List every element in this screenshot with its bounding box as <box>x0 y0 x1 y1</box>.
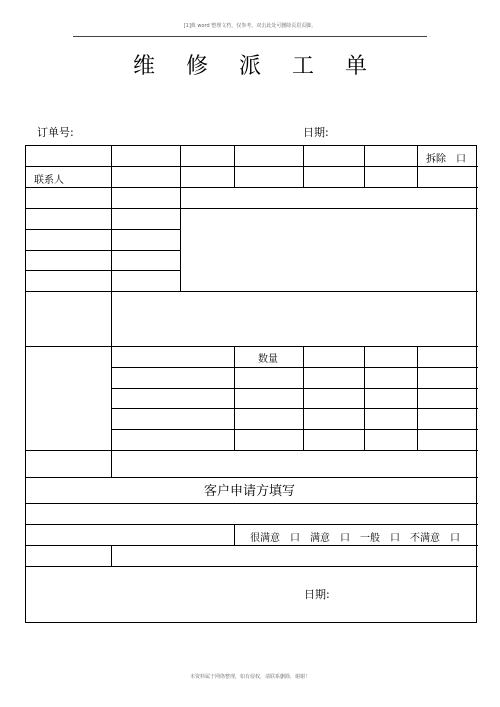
satisfaction-options[interactable]: 很满意 口 满意 口 一般 口 不满意 口 <box>250 533 460 544</box>
col-line <box>417 346 418 450</box>
row-line <box>26 208 478 209</box>
col-line <box>303 346 304 450</box>
repair-order-form <box>25 145 477 623</box>
row-line <box>26 250 181 251</box>
col-line <box>234 346 235 450</box>
date-label-top: 日期: <box>303 126 329 139</box>
header-note: [1]典 word 整理文档，仅参考，双击此处可删除页眉页脚。 <box>183 23 317 29</box>
row-line <box>111 408 478 409</box>
row-line <box>111 367 478 368</box>
col-line <box>364 146 365 187</box>
row-line <box>26 545 478 546</box>
col-line <box>234 146 235 187</box>
row-line <box>26 503 478 504</box>
row-line <box>26 229 181 230</box>
row-line <box>26 166 478 167</box>
quantity-label: 数量 <box>258 354 278 365</box>
contact-label: 联系人 <box>34 175 64 186</box>
col-line <box>111 208 112 291</box>
dismantle-checkbox[interactable]: 拆除 口 <box>426 154 466 165</box>
row-line <box>26 524 478 525</box>
date-label-bottom: 日期: <box>304 588 330 601</box>
row-line <box>26 346 478 347</box>
row-line <box>26 477 478 478</box>
row-line <box>26 566 478 567</box>
footer-note: 本资料属于网络整理，如有侵权，请联系删除，谢谢！ <box>189 674 310 680</box>
row-line <box>26 450 478 451</box>
page-title: 维 修 派 工 单 <box>133 54 379 79</box>
col-line <box>303 146 304 187</box>
row-line <box>26 270 181 271</box>
col-line <box>111 545 112 566</box>
col-line <box>180 146 181 208</box>
col-line <box>364 346 365 450</box>
col-line <box>111 346 112 450</box>
customer-section-title: 客户申请方填写 <box>204 484 296 499</box>
col-line <box>180 208 181 291</box>
col-line <box>111 146 112 208</box>
order-number-label: 订单号: <box>37 126 74 139</box>
col-line <box>111 291 112 346</box>
row-line <box>111 429 478 430</box>
row-line <box>26 291 478 292</box>
col-line <box>111 450 112 477</box>
header-divider <box>73 36 427 37</box>
col-line <box>417 146 418 187</box>
row-line <box>26 187 478 188</box>
col-line <box>234 524 235 545</box>
row-line <box>111 388 478 389</box>
